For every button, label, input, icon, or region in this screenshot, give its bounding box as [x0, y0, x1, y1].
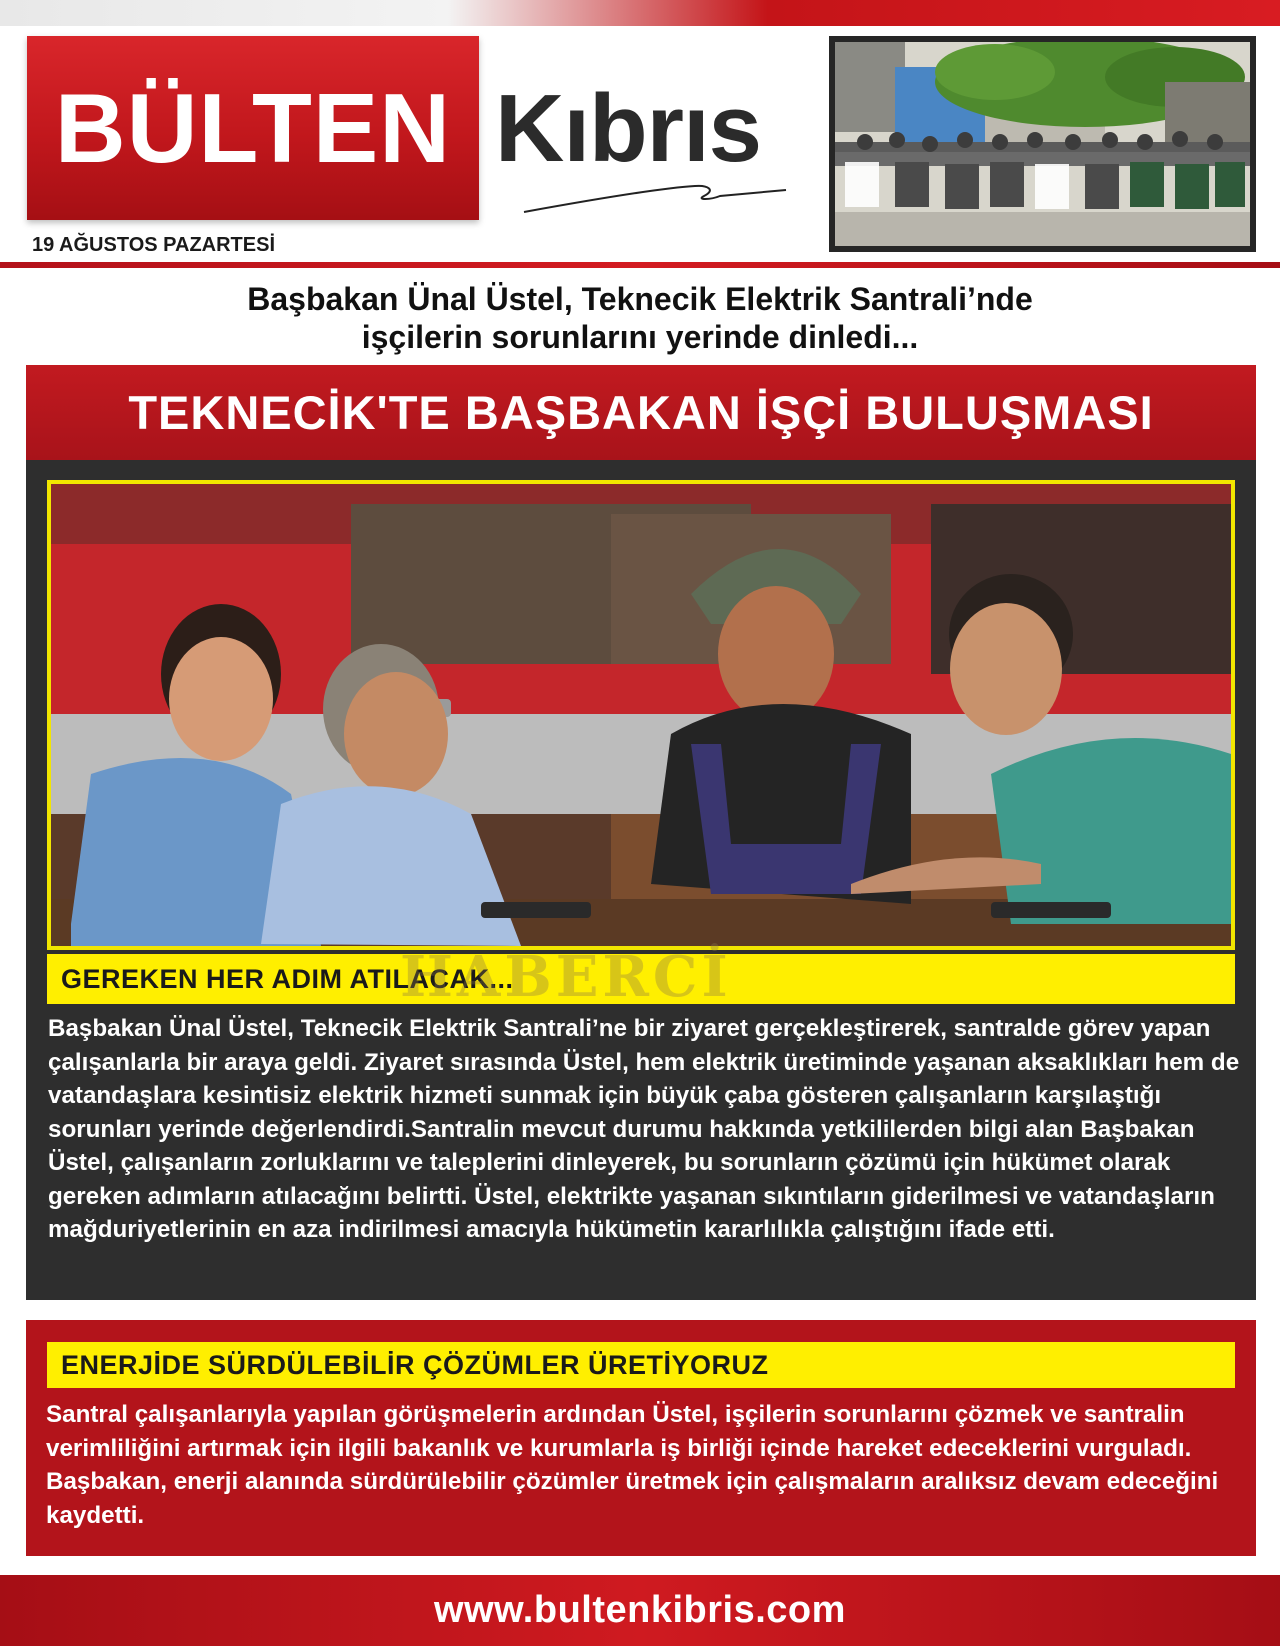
- second-heading-strip: [47, 1342, 1235, 1388]
- subheadline-line-1: Başbakan Ünal Üstel, Teknecik Elektrik Santrali’nde: [247, 281, 1033, 317]
- top-color-band: [0, 0, 1280, 26]
- logo-swoosh-icon: [520, 172, 790, 222]
- workers-meeting-photo: [829, 36, 1256, 252]
- footer-website-link[interactable]: www.bultenkibris.com: [434, 1589, 846, 1631]
- title-band: [26, 365, 1256, 460]
- subheadline: [60, 280, 1220, 356]
- main-article-photo: [47, 480, 1235, 950]
- haberci-watermark: HABERCİ: [400, 944, 732, 1010]
- subheadline-line-2: işçilerin sorunlarını yerinde dinledi...: [361, 319, 919, 355]
- article-body-text: Başbakan Ünal Üstel, Teknecik Elektrik Santrali’ne bir ziyaret gerçekleştirerek, santralde görev yapan çalışanlarla bir araya geldi. Ziyaret sırasında Üstel, hem elektrik üretiminde yaşanan aksaklıkları hem de vatandaşlara kesintisiz elektrik hizmeti sunmak için büyük çaba gösteren çalışanların karşılaştığı sorunları yerinde değerlendirdi.Santralin mevcut durumu hakkında yetkililerden bilgi alan Başbakan Üstel, çalışanların zorluklarını ve taleplerini dinleyerek, bu sorunların çözümü için hükümet olarak gereken adımların atılacağını belirtti. Üstel, elektrikte yaşanan sıkıntıların giderilmesi ve vatandaşların mağduriyetlerinin en aza indirilmesi amacıyla hükümetin kararlılıkla çalıştığını ifade etti.: [48, 1015, 1240, 1243]
- page-title: TEKNECİK'TE BAŞBAKAN İŞÇİ BULUŞMASI: [128, 386, 1154, 439]
- logo-kibris-text: Kıbrıs: [495, 75, 762, 182]
- header-divider: [0, 262, 1280, 268]
- second-article-body-text: Santral çalışanlarıyla yapılan görüşmelerin ardından Üstel, işçilerin sorunlarını çözmek ve santralin verimliliğini artırmak için ilgili bakanlık ve kurumlarla iş birliği içinde hareket edeceklerini vurguladı. Başbakan, enerji alanında sürdürülebilir çözümler üretmek için çalışmaların aralıksız devam edeceğini kaydetti.: [46, 1401, 1219, 1529]
- issue-date: 19 AĞUSTOS PAZARTESİ: [32, 234, 276, 256]
- logo-bulten-block: [27, 36, 479, 220]
- section-heading: GEREKEN HER ADIM ATILACAK...: [61, 963, 514, 994]
- footer-band: [0, 1575, 1280, 1646]
- logo-bulten-text: BÜLTEN: [54, 72, 452, 183]
- second-section-heading: ENERJİDE SÜRDÜLEBİLİR ÇÖZÜMLER ÜRETİYORUZ: [61, 1349, 769, 1380]
